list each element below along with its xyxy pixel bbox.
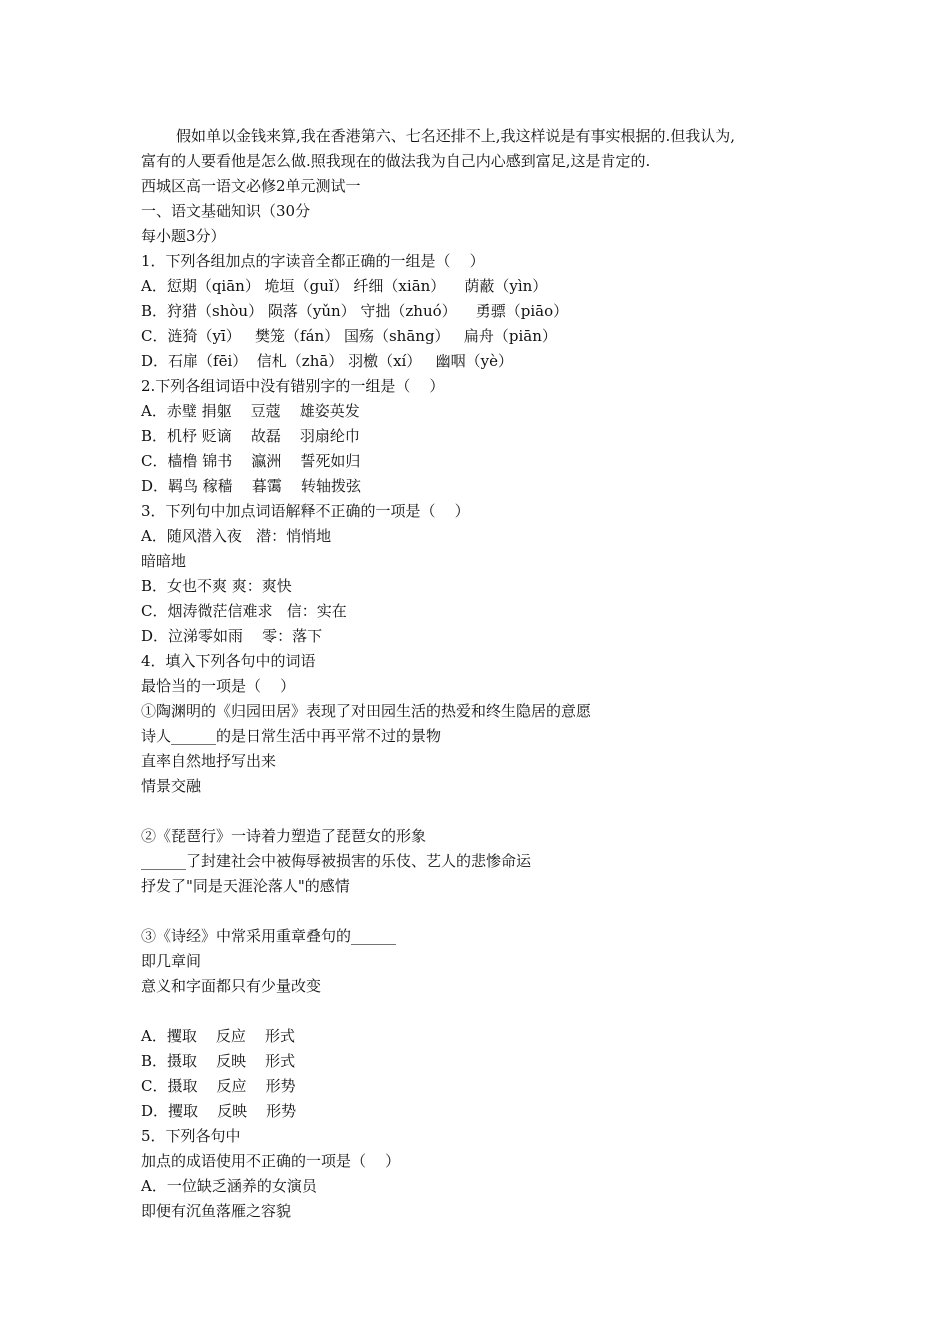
q1-option-c: C．涟猗（yī） 樊笼（fán） 国殇（shāng） 扁舟（piān） <box>141 327 557 345</box>
q4-sentence-1: ①陶渊明的《归园田居》表现了对田园生活的热爱和终生隐居的意愿 <box>141 702 592 720</box>
q4-sentence-1-cont: 直率自然地抒写出来 <box>141 752 277 770</box>
q3-option-b: B．女也不爽 爽：爽快 <box>141 577 292 595</box>
q4-sentence-3-cont: 意义和字面都只有少量改变 <box>141 977 322 995</box>
question-5-cont: 加点的成语使用不正确的一项是（ ） <box>141 1152 401 1170</box>
q4-sentence-2: ②《琵琶行》一诗着力塑造了琵琶女的形象 <box>141 827 427 845</box>
q4-option-a: A．攫取 反应 形式 <box>141 1027 295 1045</box>
question-5: 5．下列各句中 <box>141 1127 241 1145</box>
question-4-cont: 最恰当的一项是（ ） <box>141 677 296 695</box>
q3-option-d: D．泣涕零如雨 零：落下 <box>141 627 323 645</box>
q4-sentence-2-cont: ______了封建社会中被侮辱被损害的乐伎、艺人的悲惨命运 <box>141 852 532 870</box>
q3-option-a: A．随风潜入夜 潜：悄悄地 <box>141 527 332 545</box>
q4-sentence-2-cont: 抒发了"同是天涯沦落人"的感情 <box>141 877 350 895</box>
question-1: 1．下列各组加点的字读音全都正确的一组是（ ） <box>141 252 485 270</box>
q4-sentence-3: ③《诗经》中常采用重章叠句的______ <box>141 927 397 945</box>
q1-option-a: A．愆期（qiān） 垝垣（guǐ） 纤细（xiān） 荫蔽（yìn） <box>141 277 548 295</box>
q5-option-a: A．一位缺乏涵养的女演员 <box>141 1177 317 1195</box>
question-4: 4．填入下列各句中的词语 <box>141 652 316 670</box>
q2-option-b: B．机杼 贬谪 故磊 羽扇纶巾 <box>141 427 360 445</box>
q2-option-c: C．樯橹 锦书 瀛洲 誓死如归 <box>141 452 361 470</box>
q4-option-b: B．摄取 反映 形式 <box>141 1052 296 1070</box>
q4-sentence-1-cont: 诗人______的是日常生活中再平常不过的景物 <box>141 727 442 745</box>
q4-option-d: D．攫取 反映 形势 <box>141 1102 297 1120</box>
section-note: 每小题3分） <box>141 227 226 245</box>
q1-option-b: B．狩猎（shòu） 陨落（yǔn） 守拙（zhuó） 勇骠（piāo） <box>141 302 569 320</box>
q4-sentence-3-cont: 即几章间 <box>141 952 202 970</box>
intro-line-1: 假如单以金钱来算,我在香港第六、七名还排不上,我这样说是有事实根据的.但我认为, <box>176 127 736 145</box>
q4-sentence-1-cont: 情景交融 <box>141 777 202 795</box>
q3-option-c: C．烟涛微茫信难求 信：实在 <box>141 602 347 620</box>
doc-title: 西城区高一语文必修2单元测试一 <box>141 177 361 195</box>
section-heading: 一、语文基础知识（30分 <box>141 202 311 220</box>
q5-option-a-cont: 即便有沉鱼落雁之容貌 <box>141 1202 292 1220</box>
q2-option-a: A．赤璧 捐躯 豆蔻 雄姿英发 <box>141 402 360 420</box>
q4-option-c: C．摄取 反应 形势 <box>141 1077 296 1095</box>
q1-option-d: D．石扉（fēi） 信札（zhā） 羽檄（xí） 幽咽（yè） <box>141 352 513 370</box>
intro-line-2: 富有的人要看他是怎么做.照我现在的做法我为自己内心感到富足,这是肯定的. <box>141 152 651 170</box>
question-2: 2.下列各组词语中没有错别字的一组是（ ） <box>141 377 445 395</box>
q3-option-a-cont: 暗暗地 <box>141 552 187 570</box>
q2-option-d: D．羁鸟 稼穑 暮霭 转轴拨弦 <box>141 477 361 495</box>
question-3: 3．下列句中加点词语解释不正确的一项是（ ） <box>141 502 470 520</box>
